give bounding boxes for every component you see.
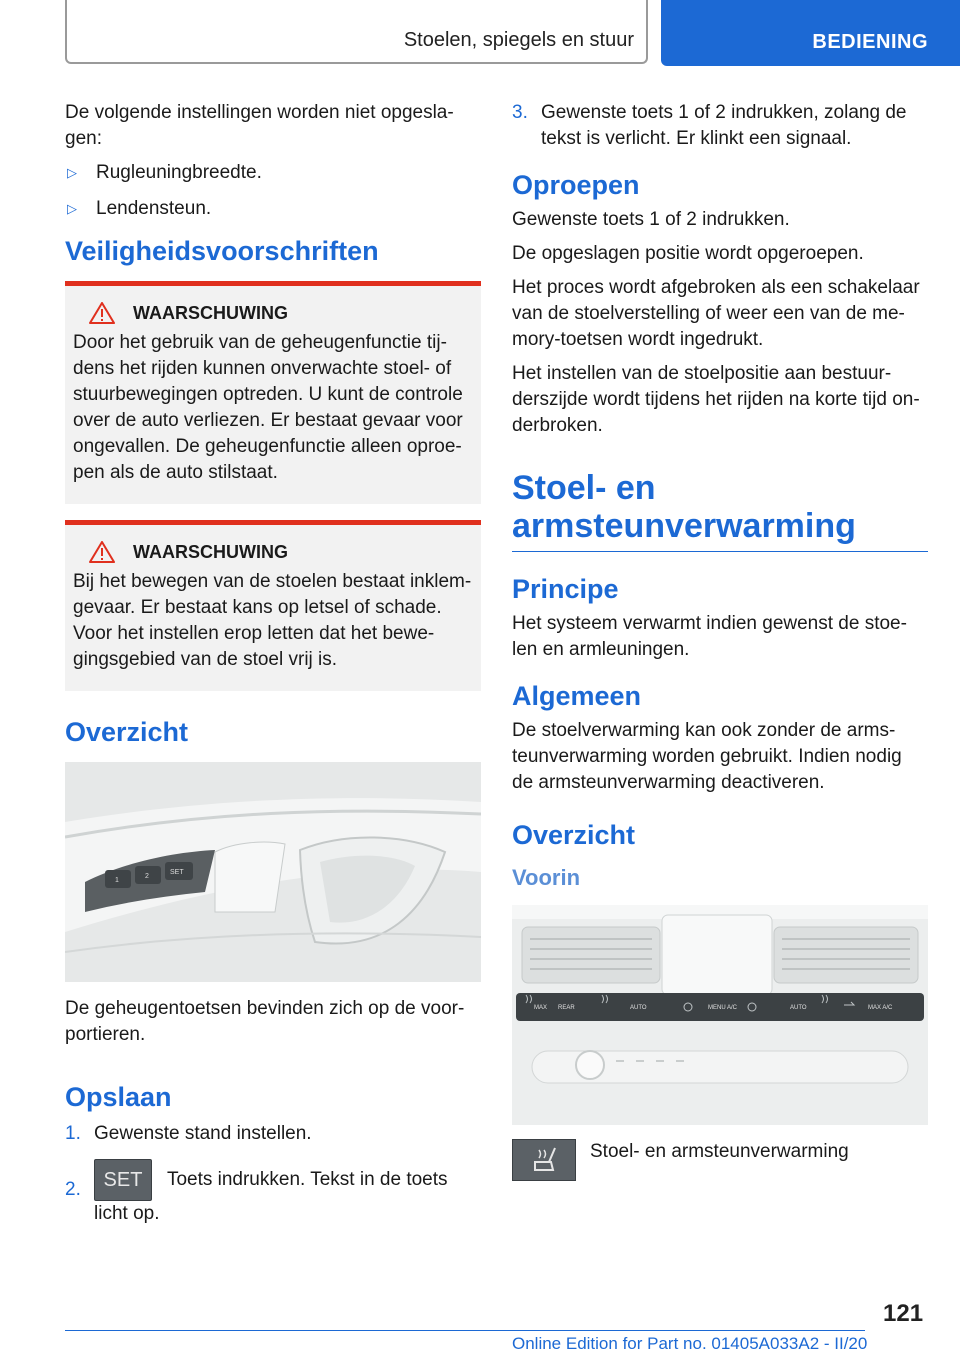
door-caption: De geheugentoetsen bevinden zich op de voor-portieren.	[65, 998, 465, 1045]
section-title: Stoelen, spiegels en stuur	[403, 29, 634, 51]
climate-panel-illustration	[512, 905, 928, 1125]
step-item: 2. SET Toets indrukken. Tekst in de toets licht op.	[65, 1159, 481, 1227]
general-heading: Algemeen	[512, 681, 642, 711]
front-heading: Voorin	[512, 865, 581, 890]
recall-text: Het instellen van de stoelpositie aan bestuur-derszijde wordt tijdens het rijden na korte tijd on-derbroken.	[512, 363, 920, 436]
warning-title: WAARSCHUWING	[133, 541, 288, 562]
legend-text: Stoel- en armsteunverwarming	[590, 1141, 849, 1162]
principle-text: Het systeem verwarmt indien gewenst de stoe-len en armleuningen.	[512, 613, 907, 660]
chapter-tab-label: BEDIENING	[812, 31, 928, 53]
overview-heading: Overzicht	[512, 820, 636, 850]
intro-text: De volgende instellingen worden niet opgesla-gen:	[65, 102, 454, 149]
triangle-bullet-icon: ▷	[67, 165, 77, 180]
door-panel-illustration	[65, 762, 481, 982]
page-number: 121	[883, 1300, 924, 1327]
safety-heading: Veiligheidsvoorschriften	[65, 236, 379, 266]
general-text: De stoelverwarming kan ook zonder de arms-teunverwarming worden gebruikt. Indien nodig de armsteunverwarming deactiveren.	[512, 720, 902, 793]
save-heading: Opslaan	[65, 1082, 172, 1112]
principle-heading: Principe	[512, 574, 619, 604]
warning-triangle-icon	[89, 302, 115, 324]
bullet-item: ▷ Lendensteun.	[65, 196, 481, 222]
chapter-heading: Stoel- en armsteunverwarming	[512, 469, 928, 552]
door-button-label: 1	[115, 877, 119, 884]
panel-button-label: MAX A/C	[868, 1005, 893, 1011]
warning-box	[65, 520, 481, 691]
page-header	[0, 0, 960, 66]
panel-button-label: REAR	[558, 1005, 575, 1011]
warning-title: WAARSCHUWING	[133, 302, 288, 323]
warning-box	[65, 281, 481, 504]
triangle-bullet-icon: ▷	[67, 201, 77, 216]
warning-triangle-icon	[89, 541, 115, 563]
door-button-label: SET	[170, 869, 184, 876]
step-item: 3. Gewenste toets 1 of 2 indrukken, zolang de tekst is verlicht. Er klinkt een signaal.	[512, 102, 907, 149]
overview-heading: Overzicht	[65, 717, 189, 747]
footer-divider	[65, 1330, 865, 1331]
warning-text: Bij het bewegen van de stoelen bestaat inklem-gevaar. Er bestaat kans op letsel of schade. Voor het instellen erop letten dat het bewe-gingsgebied van de stoel vrij is.	[73, 571, 472, 670]
left-column	[65, 100, 481, 1237]
step-item: 1. Gewenste stand instellen.	[65, 1123, 312, 1144]
panel-button-label: AUTO	[790, 1005, 807, 1011]
footer-edition: Online Edition for Part no. 01405A033A2 - II/20	[512, 1334, 868, 1353]
recall-text: De opgeslagen positie wordt opgeroepen.	[512, 243, 864, 264]
chapter-tab[interactable]	[661, 0, 960, 66]
recall-text: Het proces wordt afgebroken als een schakelaar van de stoelverstelling of weer een van de me-mory-toetsen wordt ingedrukt.	[512, 277, 920, 350]
panel-button-label: MAX	[534, 1005, 548, 1011]
recall-heading: Oproepen	[512, 170, 640, 200]
recall-text: Gewenste toets 1 of 2 indrukken.	[512, 209, 790, 230]
legend-item	[512, 1139, 928, 1181]
climate-panel-image	[512, 905, 928, 1125]
door-panel-image	[65, 762, 481, 982]
seat-heating-key-icon	[512, 1139, 576, 1181]
set-key-icon: SET	[94, 1159, 152, 1201]
bullet-item: ▷ Rugleuningbreedte.	[65, 160, 481, 186]
right-column	[512, 100, 928, 1191]
section-title-box	[65, 0, 648, 64]
door-button-label: 2	[145, 873, 149, 880]
panel-button-label: AUTO	[630, 1005, 647, 1011]
warning-text: Door het gebruik van de geheugenfunctie tij-dens het rijden kunnen onverwachte stoel- of stuurbewegingen optreden. U kunt de controle over de auto verliezen. Er bestaat gevaar voor ongevallen. De geheugenfunctie alleen oproe-pen als de auto stilstaat.	[73, 332, 463, 483]
panel-button-label: MENU A/C	[708, 1005, 738, 1011]
